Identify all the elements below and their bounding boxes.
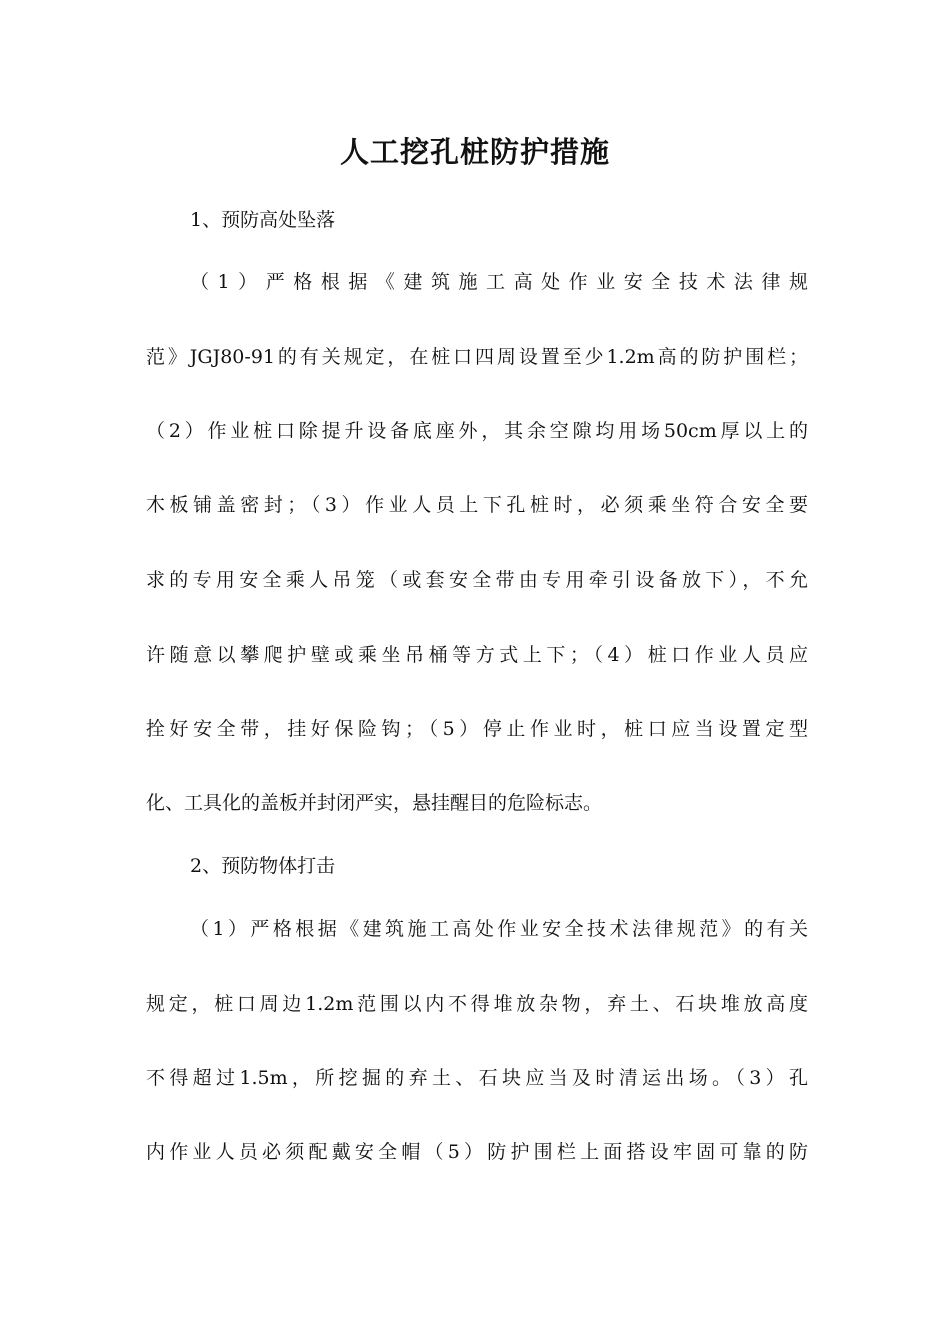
- paragraph-line: 规定，桩口周边1.2m范围以内不得堆放杂物，弃土、石块堆放高度: [146, 993, 808, 1015]
- paragraph-line: 不得超过1.5m，所挖掘的弃土、石块应当及时清运出场。（3）孔: [146, 1067, 808, 1089]
- paragraph-line: （1）严格根据《建筑施工高处作业安全技术法律规范》的有关: [190, 918, 808, 940]
- paragraph-line: 拴好安全带，挂好保险钩；（5）停止作业时，桩口应当设置定型: [146, 718, 808, 740]
- paragraph-line: 求的专用安全乘人吊笼（或套安全带由专用牵引设备放下），不允: [146, 569, 808, 591]
- section-heading-fall-prevention: 1、预防高处坠落: [190, 209, 336, 231]
- paragraph-line: 内作业人员必须配戴安全帽（5）防护围栏上面搭设牢固可靠的防: [146, 1141, 808, 1163]
- paragraph-line: 化、工具化的盖板并封闭严实，悬挂醒目的危险标志。: [146, 792, 603, 814]
- paragraph-line: （1）严格根据《建筑施工高处作业安全技术法律规: [190, 271, 808, 293]
- paragraph-line: 范》JGJ80-91的有关规定，在桩口四周设置至少1.2m高的防护围栏；: [146, 346, 808, 368]
- document-title: 人工挖孔桩防护措施: [339, 135, 610, 169]
- paragraph-line: （2）作业桩口除提升设备底座外，其余空隙均用场50cm厚以上的: [146, 420, 808, 442]
- section-heading-object-strike: 2、预防物体打击: [190, 855, 336, 877]
- paragraph-line: 木板铺盖密封；（3）作业人员上下孔桩时，必须乘坐符合安全要: [146, 494, 808, 516]
- paragraph-line: 许随意以攀爬护壁或乘坐吊桶等方式上下；（4）桩口作业人员应: [146, 644, 808, 666]
